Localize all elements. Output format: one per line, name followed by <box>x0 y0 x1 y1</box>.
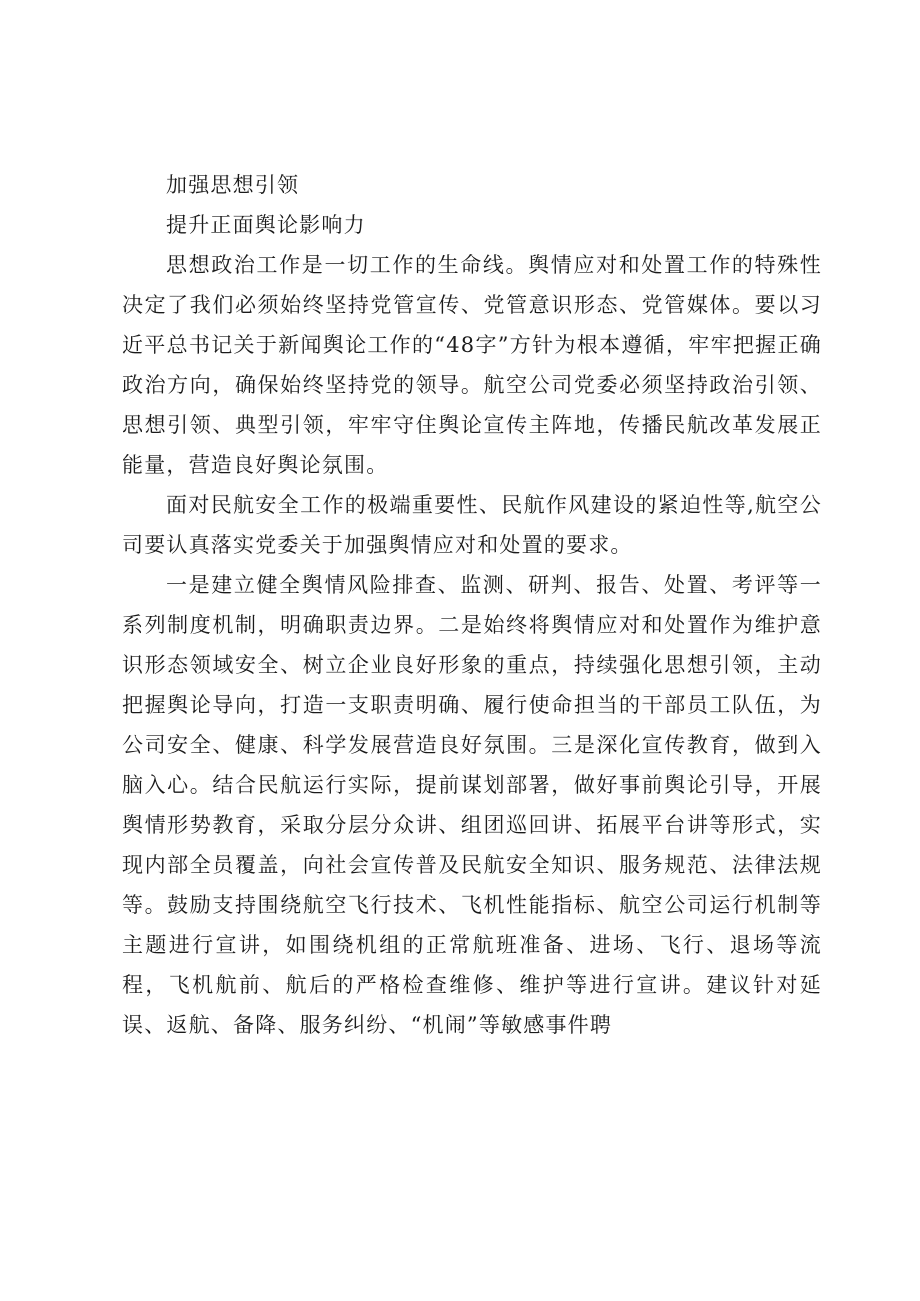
paragraph-requirement: 面对民航安全工作的极端重要性、民航作风建设的紧迫性等,航空公司要认真落实党委关于加强舆情应对和处置的要求。 <box>122 493 822 557</box>
document-body <box>122 165 822 1045</box>
heading-secondary: 提升正面舆论影响力 <box>166 213 366 237</box>
paragraph-measures: 一是建立健全舆情风险排查、监测、研判、报告、处置、考评等一系列制度机制，明确职责边界。二是始终将舆情应对和处置作为维护意识形态领域安全、树立企业良好形象的重点，持续强化思想引领，主动把握舆论导向，打造一支职责明确、履行使命担当的干部员工队伍，为公司安全、健康、科学发展营造良好氛围。三是深化宣传教育，做到入脑入心。结合民航运行实际，提前谋划部署，做好事前舆论引导，开展舆情形势教育，采取分层分众讲、组团巡回讲、拓展平台讲等形式，实现内部全员覆盖，向社会宣传普及民航安全知识、服务规范、法律法规等。鼓励支持围绕航空飞行技术、飞机性能指标、航空公司运行机制等主题进行宣讲，如围绕机组的正常航班准备、进场、飞行、退场等流程，飞机航前、航后的严格检查维修、维护等进行宣讲。建议针对延误、返航、备降、服务纠纷、“机闹”等敏感事件聘 <box>122 573 822 1037</box>
heading-primary: 加强思想引领 <box>166 173 300 197</box>
paragraph-intro: 思想政治工作是一切工作的生命线。舆情应对和处置工作的特殊性决定了我们必须始终坚持党管宣传、党管意识形态、党管媒体。要以习近平总书记关于新闻舆论工作的“48字”方针为根本遵循，牢牢把握正确政治方向，确保始终坚持党的领导。航空公司党委必须坚持政治引领、思想引领、典型引领，牢牢守住舆论宣传主阵地，传播民航改革发展正能量，营造良好舆论氛围。 <box>122 253 822 477</box>
